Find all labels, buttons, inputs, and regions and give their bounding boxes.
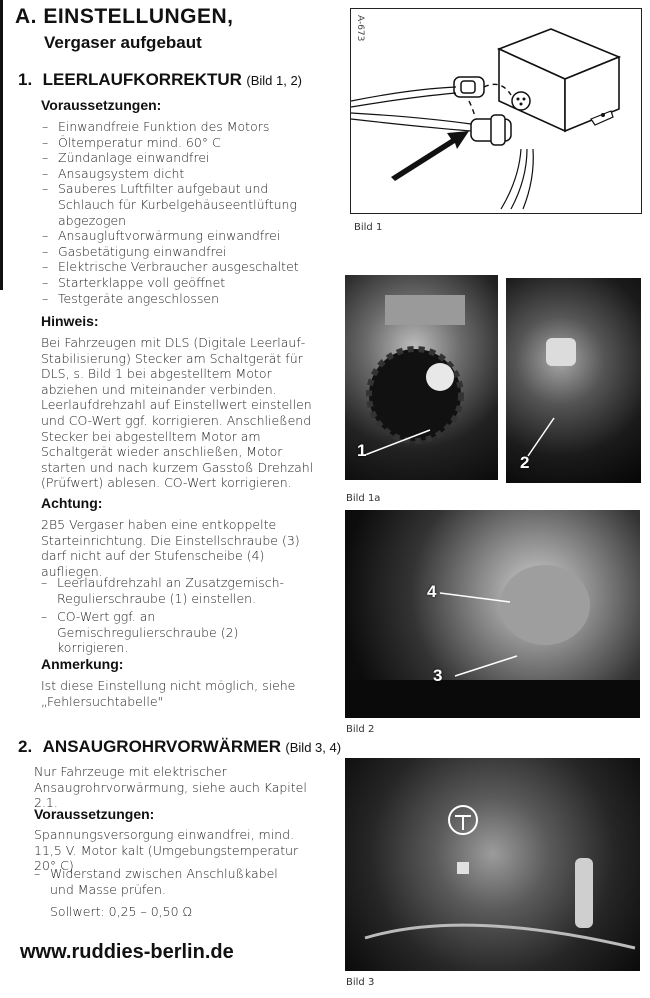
left-margin-rule bbox=[0, 0, 3, 290]
list-item: – Gasbetätigung einwandfrei bbox=[42, 244, 327, 260]
website-footer: www.ruddies-berlin.de bbox=[20, 941, 234, 963]
label-1: 1 bbox=[357, 441, 367, 460]
section1-title: LEERLAUFKORREKTUR bbox=[42, 70, 242, 89]
section2-title: ANSAUGROHRVORWÄRMER bbox=[42, 737, 281, 756]
bild1-caption: Bild 1 bbox=[354, 222, 383, 233]
section2-prereq-heading: Voraussetzungen: bbox=[34, 806, 155, 822]
bild3-caption: Bild 3 bbox=[346, 977, 375, 988]
bild1a-photo-right bbox=[506, 278, 641, 483]
list-item: – Leerlaufdrehzahl an Zusatzgemisch-Regulierschraube (1) einstellen. bbox=[41, 575, 313, 606]
section2-intro: Nur Fahrzeuge mit elektrischer Ansaugrohrvorwärmung, siehe auch Kapitel 2.1. bbox=[34, 764, 307, 811]
bild3-photo bbox=[345, 758, 640, 971]
label-3: 3 bbox=[433, 666, 443, 685]
list-item: – Widerstand zwischen Anschlußkabel und Masse prüfen. bbox=[34, 866, 294, 897]
list-item: – Ansaugluftvorwärmung einwandfrei bbox=[42, 228, 327, 244]
section1-ref: (Bild 1, 2) bbox=[246, 73, 303, 88]
section1-number: 1. bbox=[18, 70, 33, 89]
bild2-photo bbox=[345, 510, 640, 718]
anmerkung-heading: Anmerkung: bbox=[41, 656, 124, 672]
bild1a-photo-left bbox=[345, 275, 498, 480]
anmerkung-text: Ist diese Einstellung nicht möglich, siehe „Fehlersuchtabelle" bbox=[41, 678, 296, 709]
figure-code: A-673 bbox=[355, 15, 365, 42]
page-subtitle: Vergaser aufgebaut bbox=[44, 33, 202, 52]
bild1a-caption: Bild 1a bbox=[346, 493, 381, 504]
section2-ref: (Bild 3, 4) bbox=[285, 740, 342, 755]
list-item: – Zündanlage einwandfrei bbox=[42, 150, 327, 166]
list-item: – Einwandfreie Funktion des Motors bbox=[42, 119, 327, 135]
bild1-drawing bbox=[351, 9, 641, 213]
section2-prereq-text: Spannungsversorgung einwandfrei, mind. 11,5 V. Motor kalt (Umgebungstemperatur 20° C) bbox=[34, 827, 299, 874]
carburetor-sketch bbox=[345, 275, 498, 480]
label-2: 2 bbox=[520, 453, 530, 472]
section2-heading bbox=[18, 737, 341, 757]
list-item: – CO-Wert ggf. an Gemischregulierschraube (2) korrigieren. bbox=[41, 609, 313, 656]
list-item: – Elektrische Verbraucher ausgeschaltet bbox=[42, 259, 327, 275]
starter-sketch bbox=[345, 510, 640, 718]
preheater-sketch bbox=[345, 758, 640, 971]
page-title: A. EINSTELLUNGEN, bbox=[15, 5, 234, 28]
section1-heading bbox=[18, 70, 302, 90]
section1-prereq-list bbox=[42, 119, 327, 306]
section1-prereq-heading: Voraussetzungen: bbox=[41, 97, 162, 113]
list-item: – Starterklappe voll geöffnet bbox=[42, 275, 327, 291]
label-4: 4 bbox=[427, 582, 437, 601]
sollwert-text: Sollwert: 0,25 – 0,50 Ω bbox=[50, 904, 193, 919]
bild2-caption: Bild 2 bbox=[346, 724, 375, 735]
section2-number: 2. bbox=[18, 737, 33, 756]
section2-list bbox=[34, 866, 294, 897]
list-item: – Testgeräte angeschlossen bbox=[42, 291, 327, 307]
list-item: – Öltemperatur mind. 60° C bbox=[42, 135, 327, 151]
hinweis-heading: Hinweis: bbox=[41, 313, 99, 329]
list-item: – Sauberes Luftfilter aufgebaut und Schlauch für Kurbelgehäuseentlüftung abgezogen bbox=[42, 181, 327, 228]
achtung-heading: Achtung: bbox=[41, 495, 103, 511]
list-item: – Ansaugsystem dicht bbox=[42, 166, 327, 182]
achtung-list bbox=[41, 575, 313, 656]
achtung-text: 2B5 Vergaser haben eine entkoppelte Starteinrichtung. Die Einstellschraube (3) darf nicht auf der Stufenscheibe (4) aufliegen. bbox=[41, 517, 300, 579]
hinweis-text: Bei Fahrzeugen mit DLS (Digitale Leerlauf-Stabilisierung) Stecker am Schaltgerät für DLS, s. Bild 1 bei abgestelltem Motor abziehen und miteinander verbinden. Leerlaufdrehzahl auf Einstellwert einstellen und CO-Wert ggf. korrigieren. Anschließend Stecker bei abgestelltem Motor am Schaltgerät wieder anschließen, Motor starten und nach kurzem Gasstoß Drehzahl (Prüfwert) ablesen. CO-Wert korrigieren. bbox=[41, 335, 314, 491]
bild1-figure bbox=[350, 8, 642, 214]
